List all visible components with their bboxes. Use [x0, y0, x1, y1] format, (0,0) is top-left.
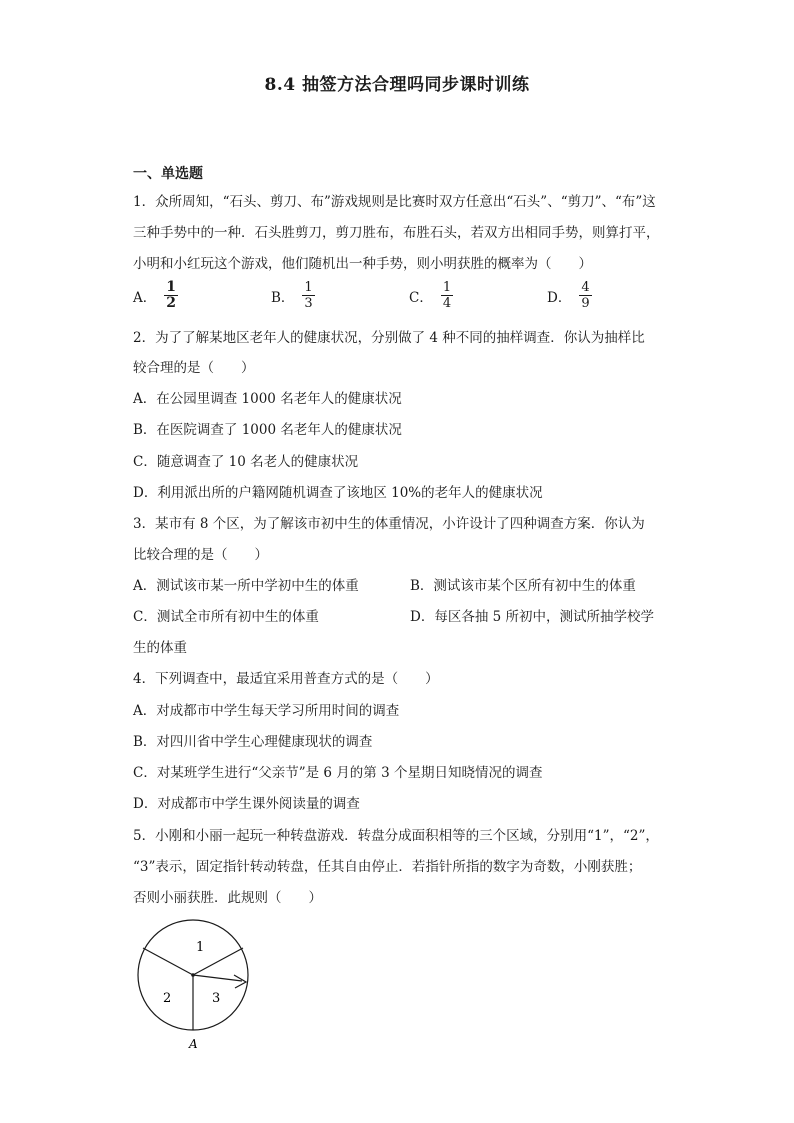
region-label: 1 [196, 940, 205, 955]
q4-option-b: B．对四川省中学生心理健康现状的调查 [133, 734, 373, 750]
q1-option-c: C． $\frac{1}{4}$ [409, 280, 452, 311]
q3-option-c: C．测试全市所有初中生的体重 [133, 609, 319, 625]
q2-option-c: C．随意调查了 10 名老人的健康状况 [133, 454, 359, 470]
q2-line-2: 较合理的是（ ） [133, 360, 255, 376]
q3-option-b: B．测试该市某个区所有初中生的体重 [410, 578, 636, 594]
q1-line-2: 三种手势中的一种．石头胜剪刀，剪刀胜布，布胜石头，若双方出相同手势，则算打平， [133, 225, 660, 241]
fraction: $\frac{4}{9}$ [581, 280, 590, 311]
q3-line-1: 3．某市有 8 个区，为了解该市初中生的体重情况，小许设计了四种调查方案．你认为 [133, 516, 645, 532]
q3-line-2: 比较合理的是（ ） [133, 547, 268, 563]
q2-option-b: B．在医院调查了 1000 名老年人的健康状况 [133, 422, 402, 438]
q2-line-1: 2．为了了解某地区老年人的健康状况，分别做了 4 种不同的抽样调查．你认为抽样比 [133, 330, 645, 346]
q3-option-d: D．每区各抽 5 所初中，测试所抽学校学 [410, 609, 654, 625]
fraction: $\frac{1}{4}$ [442, 280, 452, 311]
q1-line-1: 1．众所周知，“石头、剪刀、布”游戏规则是比赛时双方任意出“石头”、“剪刀”、“布”这 [133, 194, 656, 210]
q1-line-3: 小明和小红玩这个游戏，他们随机出一种手势，则小明获胜的概率为（ ） [133, 256, 592, 272]
q3-option-a: A．测试该市某一所中学初中生的体重 [133, 578, 359, 594]
q4-option-c: C．对某班学生进行“父亲节”是 6 月的第 3 个星期日知晓情况的调查 [133, 765, 543, 781]
q5-line-1: 5．小刚和小丽一起玩一种转盘游戏．转盘分成面积相等的三个区域，分别用“1”，“2”， [133, 828, 659, 844]
figure-caption: A [189, 1037, 198, 1051]
q1-option-a: A． $\frac{1}{2}$ [133, 279, 176, 311]
spinner-divider [143, 948, 193, 975]
spinner-center [191, 973, 195, 977]
q4-line-1: 4．下列调查中，最适宜采用普查方式的是（ ） [133, 671, 439, 687]
region-label: 2 [163, 991, 172, 1006]
q1-option-b: B． $\frac{1}{3}$ [271, 280, 313, 311]
region-label: 3 [212, 991, 221, 1006]
spinner-figure [134, 918, 264, 1062]
q5-line-3: 否则小丽获胜．此规则（ ） [133, 890, 322, 906]
fraction: $\frac{1}{3}$ [304, 280, 313, 311]
q5-line-2: “3”表示，固定指针转动转盘，任其自由停止．若指针所指的数字为奇数，小刚获胜； [133, 859, 642, 875]
q3-option-d-cont: 生的体重 [133, 640, 187, 656]
q4-option-d: D．对成都市中学生课外阅读量的调查 [133, 796, 360, 812]
q2-option-a: A．在公园里调查 1000 名老年人的健康状况 [133, 391, 402, 407]
section-heading: 一、单选题 [133, 166, 203, 182]
q1-option-d: D． $\frac{4}{9}$ [547, 280, 590, 311]
q4-option-a: A．对成都市中学生每天学习所用时间的调查 [133, 703, 400, 719]
fraction: $\frac{1}{2}$ [166, 279, 176, 311]
q2-option-d: D．利用派出所的户籍网随机调查了该地区 10%的老年人的健康状况 [133, 485, 543, 501]
spinner-diagram [134, 918, 264, 1058]
page-title: 8.4 抽签方法合理吗同步课时训练 [264, 75, 530, 95]
pointer-arrowhead [234, 975, 246, 988]
